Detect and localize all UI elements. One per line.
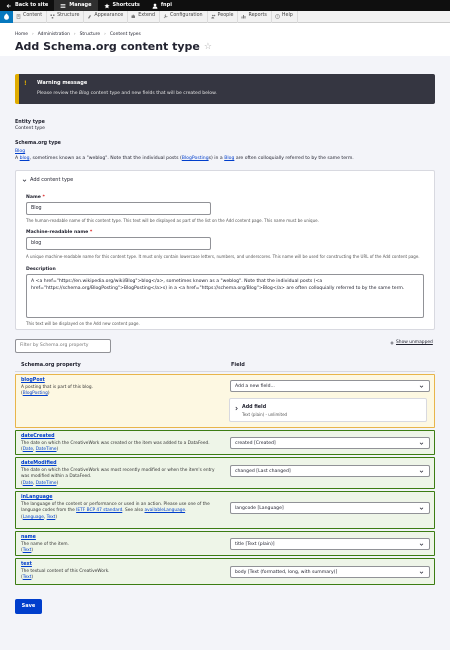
chevron-down-icon xyxy=(419,506,424,511)
type-link[interactable]: Text xyxy=(46,514,56,520)
warning-text xyxy=(37,91,217,97)
property-types: (Text) xyxy=(21,548,34,554)
column-property: Schema.org property xyxy=(21,362,81,369)
field-select[interactable] xyxy=(230,502,430,514)
blog-schema-link[interactable]: Blog xyxy=(224,156,235,161)
menu-configuration[interactable] xyxy=(160,11,208,23)
property-description xyxy=(21,385,221,398)
ietf-link[interactable]: IETF BCP 47 standard xyxy=(76,508,123,514)
table-row xyxy=(15,558,435,585)
desc-text: . See also xyxy=(122,508,145,514)
property-description xyxy=(21,441,221,454)
admin-menu-tray xyxy=(0,11,450,23)
chevron-down-icon xyxy=(419,384,424,389)
entity-type-value: Content type xyxy=(15,126,45,131)
desc-text: . xyxy=(185,508,187,514)
desc-text: s) in a xyxy=(208,156,225,161)
shortcuts-label: Shortcuts xyxy=(112,2,140,9)
required-marker: * xyxy=(89,230,93,235)
property-description xyxy=(21,468,221,487)
admin-toolbar xyxy=(0,0,450,11)
menu-help-label: Help xyxy=(281,13,293,19)
breadcrumb-home[interactable]: Home xyxy=(15,32,28,37)
breadcrumb-content-types[interactable]: Content types xyxy=(109,32,141,37)
chevron-right-icon xyxy=(234,406,239,411)
menu-appearance[interactable] xyxy=(84,11,128,23)
menu-structure[interactable] xyxy=(47,11,84,23)
name-label-text: Name xyxy=(26,195,41,200)
chevron-down-icon xyxy=(419,441,424,446)
field-select-value: langcode [Language] xyxy=(235,506,284,511)
save-button[interactable]: Save xyxy=(15,599,42,614)
type-link[interactable]: Text xyxy=(22,548,32,554)
field-select-value: created [Created] xyxy=(235,441,276,446)
property-name-link[interactable]: blogPost xyxy=(21,378,45,383)
user-icon xyxy=(152,3,158,9)
property-desc-text: The date on which the CreativeWork was created or the item was added to a DataFeed. xyxy=(21,441,210,446)
field-select[interactable] xyxy=(230,538,430,550)
name-description: The human-readable name of this content type. This text will be displayed as part of the list on the Add content page. This name must be unique. xyxy=(26,218,319,223)
details-summary-label: Add content type xyxy=(30,177,74,183)
chevron-down-icon xyxy=(22,178,27,183)
property-desc-text xyxy=(21,502,221,515)
content-icon xyxy=(16,14,21,19)
page-title xyxy=(15,40,212,55)
menu-reports-label: Reports xyxy=(248,13,267,19)
menu-people-label: People xyxy=(217,13,234,19)
shortcuts-tab[interactable] xyxy=(98,0,146,11)
breadcrumb xyxy=(15,32,141,38)
machine-name-input[interactable]: blog xyxy=(26,237,211,250)
table-row xyxy=(15,430,435,455)
back-to-site-link[interactable] xyxy=(0,0,54,11)
entity-type-label: Entity type xyxy=(15,120,45,125)
property-description xyxy=(21,569,221,582)
type-link[interactable]: Date xyxy=(22,447,33,453)
svg-text:?: ? xyxy=(276,14,279,19)
menu-extend[interactable] xyxy=(128,11,160,23)
type-link[interactable]: DateTime xyxy=(35,480,57,486)
user-tab[interactable] xyxy=(146,0,178,11)
property-name-link[interactable]: text xyxy=(21,562,32,567)
menu-configuration-label: Configuration xyxy=(170,13,203,19)
property-desc-text: The name of the item. xyxy=(21,542,69,547)
schema-type-description xyxy=(15,156,435,162)
name-input[interactable]: Blog xyxy=(26,202,211,215)
help-icon xyxy=(275,14,280,19)
arrow-left-icon xyxy=(6,3,12,9)
chevron-down-icon xyxy=(419,570,424,575)
structure-icon xyxy=(50,14,55,19)
add-field-title: Add field xyxy=(242,405,267,410)
name-label xyxy=(26,195,45,201)
machine-name-label xyxy=(26,230,92,236)
menu-icon xyxy=(60,3,66,9)
field-select-value: changed [Last changed] xyxy=(235,469,291,474)
user-label: fnpi xyxy=(160,2,172,9)
schema-type-label: Schema.org type xyxy=(15,141,61,146)
description-help: This text will be displayed on the Add new content page. xyxy=(26,321,140,326)
property-types: (Language, Text) xyxy=(21,514,58,520)
type-link[interactable]: BlogPosting xyxy=(22,391,48,397)
property-name-link[interactable]: dateModified xyxy=(21,461,57,466)
blogposting-link[interactable]: BlogPosting xyxy=(181,156,209,161)
required-marker: * xyxy=(42,195,45,200)
property-types: (Text) xyxy=(21,575,34,581)
available-language-link[interactable]: availableLanguage xyxy=(144,508,186,514)
property-name-link[interactable]: name xyxy=(21,535,36,540)
plus-icon xyxy=(390,341,394,345)
menu-people[interactable] xyxy=(208,11,239,23)
table-row xyxy=(15,531,435,556)
field-select[interactable] xyxy=(230,437,430,449)
machine-name-description: A unique machine-readable name for this content type. It must only contain lowercase letters, numbers, and underscores. This name will be used for constructing the URL of the Add content page. xyxy=(26,254,420,259)
column-field: Field xyxy=(231,362,245,369)
page-title-text: Add Schema.org content type xyxy=(15,40,200,53)
desc-text: are often colloquially referred to by the same term. xyxy=(234,156,354,161)
add-content-type-details xyxy=(15,170,435,330)
blog-wiki-link[interactable]: blog xyxy=(19,156,30,161)
menu-extend-label: Extend xyxy=(138,13,156,19)
property-types: (BlogPosting) xyxy=(21,391,50,397)
show-unmapped-label: Show unmapped xyxy=(396,340,433,345)
breadcrumb-separator: › xyxy=(31,32,34,37)
desc-text: A xyxy=(15,156,20,161)
menu-structure-label: Structure xyxy=(57,13,80,19)
menu-help[interactable] xyxy=(272,11,298,23)
menu-appearance-label: Appearance xyxy=(94,13,124,19)
drupal-logo-icon[interactable] xyxy=(0,11,13,23)
machine-name-label-text: Machine-readable name xyxy=(26,230,89,235)
add-field-details[interactable] xyxy=(229,398,427,422)
menu-content-label: Content xyxy=(23,13,43,19)
add-field-subtitle: Text (plain) - unlimited xyxy=(242,412,288,417)
table-header xyxy=(15,360,435,372)
mapping-table xyxy=(15,360,435,372)
field-select-value: body [Text (formatted, long, with summary)] xyxy=(235,570,338,575)
property-desc-text: The textual content of this CreativeWork. xyxy=(21,569,110,574)
people-icon xyxy=(211,14,216,19)
desc-text: The language of the content or performance or used in an action. Please use one of the language codes from the xyxy=(21,502,210,514)
property-types: (Date, DateTime) xyxy=(21,447,59,453)
desc-text: , sometimes known as a "weblog". Note that the individual posts ( xyxy=(29,156,182,161)
description-line-1: A <a href="https://en.wikipedia.org/wiki/Blog">blog</a>, sometimes known as a "weblog". Note that the individual posts (<a xyxy=(31,279,323,284)
description-label: Description xyxy=(26,267,56,272)
type-link[interactable]: Date xyxy=(22,480,33,486)
back-to-site-label: Back to site xyxy=(15,2,49,9)
table-row xyxy=(15,457,435,489)
property-description xyxy=(21,502,221,521)
breadcrumb-separator: › xyxy=(73,32,76,37)
description-line-2: href="https://schema.org/BlogPosting">BlogPosting</a>s) in a <a href="https://schema.org/Blog">Blog</a> are often colloquially referred to by the same term. xyxy=(31,286,405,292)
manage-label: Manage xyxy=(69,2,92,9)
chevron-down-icon xyxy=(419,542,424,547)
warning-text-italic: Blog xyxy=(79,91,90,96)
field-select[interactable] xyxy=(230,465,430,477)
menu-content[interactable] xyxy=(13,11,47,23)
warning-title: Warning message xyxy=(37,80,88,86)
warning-text-before: Please review the xyxy=(37,91,80,96)
puzzle-icon xyxy=(131,14,136,19)
wrench-icon xyxy=(163,14,168,19)
type-link[interactable]: Text xyxy=(22,575,32,581)
menu-reports[interactable] xyxy=(238,11,271,23)
breadcrumb-structure[interactable]: Structure xyxy=(79,32,101,37)
property-description xyxy=(21,542,221,555)
property-name-link[interactable]: dateCreated xyxy=(21,434,55,439)
property-name-link[interactable]: inLanguage xyxy=(21,495,53,500)
field-select-value: Add a new field... xyxy=(235,384,275,389)
chevron-down-icon xyxy=(419,469,424,474)
property-desc-text: A posting that is part of this blog. xyxy=(21,385,94,390)
type-link[interactable]: Language xyxy=(22,514,44,520)
type-link[interactable]: DateTime xyxy=(35,447,57,453)
show-unmapped-toggle[interactable] xyxy=(390,340,433,346)
table-row xyxy=(15,491,435,529)
warning-text-after: content type and new fields that will be created below. xyxy=(89,91,217,96)
field-select[interactable] xyxy=(230,380,430,392)
appearance-icon xyxy=(87,14,92,19)
star-icon xyxy=(104,3,110,9)
shortcut-star-icon[interactable]: ☆ xyxy=(203,42,212,53)
field-select[interactable] xyxy=(230,566,430,578)
warning-message xyxy=(15,74,435,104)
filter-property-input[interactable]: Filter by Schema.org property xyxy=(15,339,111,353)
details-summary[interactable] xyxy=(22,177,73,184)
property-types: (Date, DateTime) xyxy=(21,480,59,486)
description-textarea[interactable] xyxy=(26,274,424,318)
field-select-value: title [Text (plain)] xyxy=(235,542,275,547)
breadcrumb-administration[interactable]: Administration xyxy=(37,32,70,37)
warning-icon: ! xyxy=(24,80,27,87)
property-desc-text: The date on which the CreativeWork was most recently modified or when the item's entry was modified within a DataFeed. xyxy=(21,468,215,480)
manage-tab[interactable] xyxy=(54,0,97,11)
schema-type-link[interactable]: Blog xyxy=(15,149,26,154)
bar-chart-icon xyxy=(241,14,246,19)
breadcrumb-separator: › xyxy=(104,32,106,37)
